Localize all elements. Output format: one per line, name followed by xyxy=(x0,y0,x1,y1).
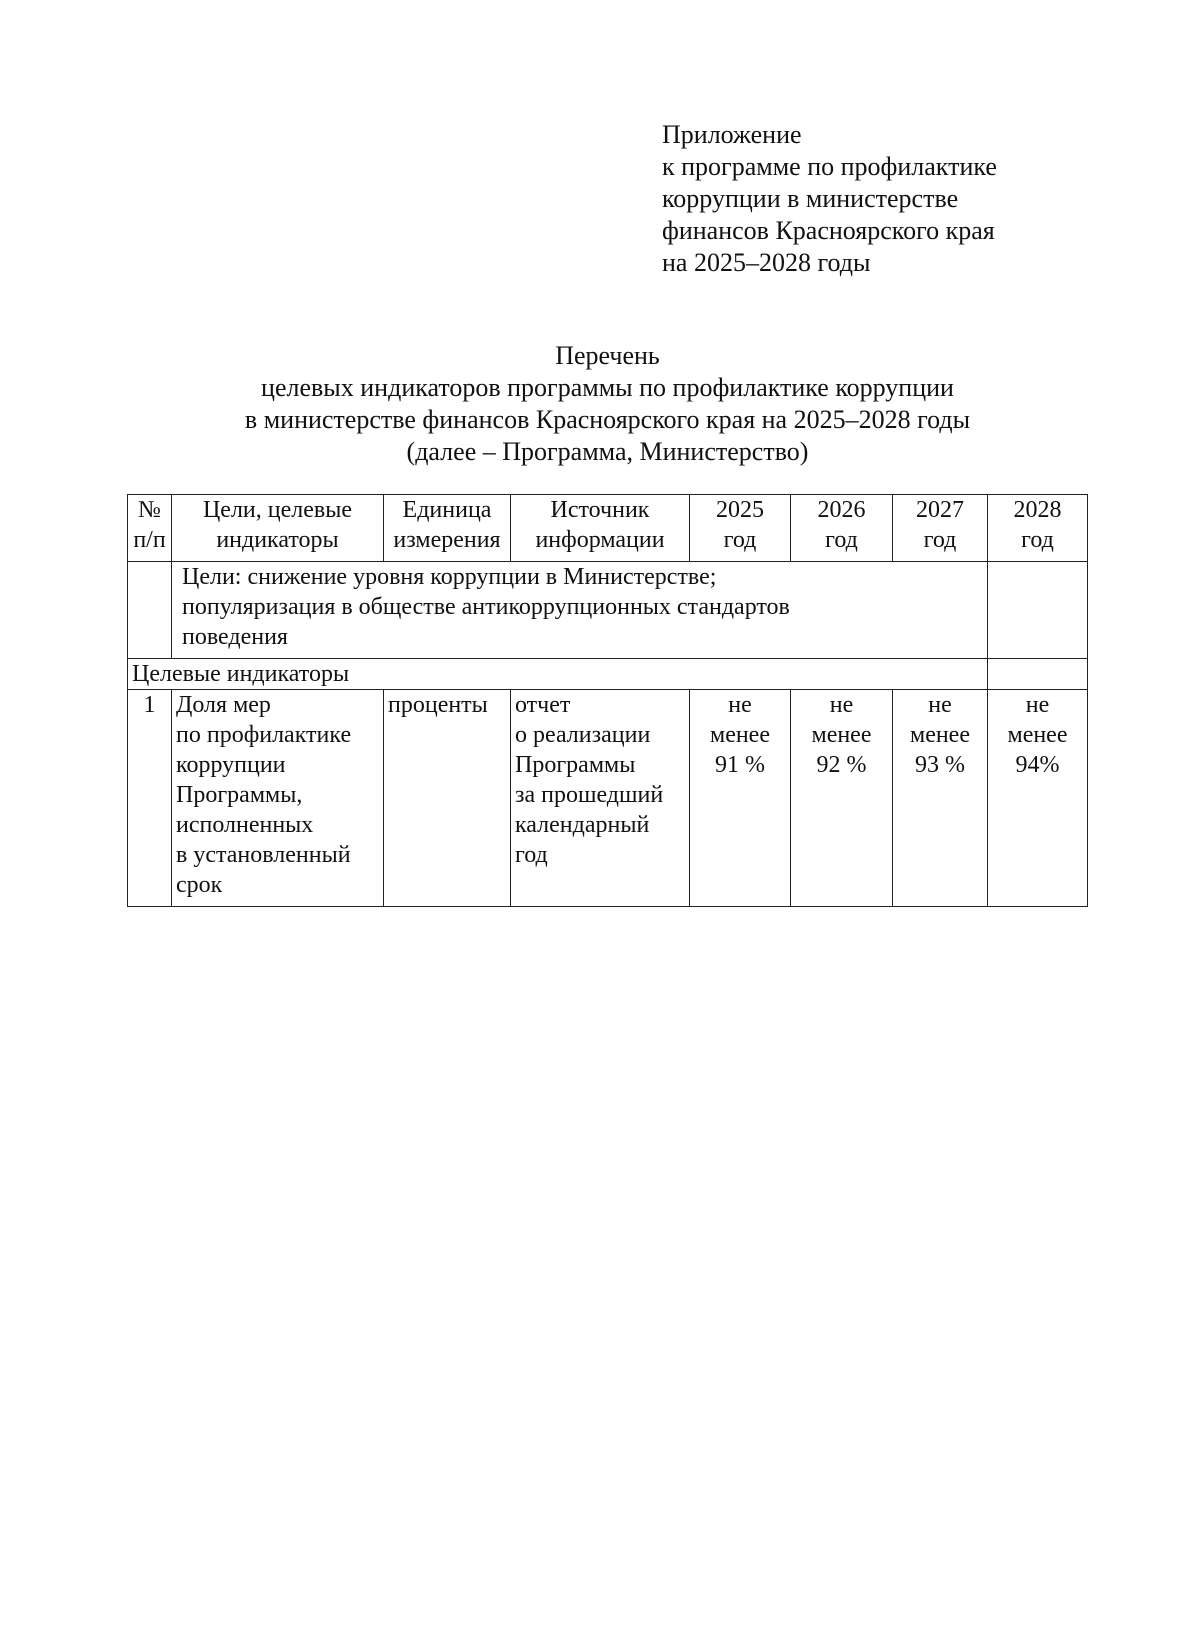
appendix-line: к программе по профилактике xyxy=(662,152,997,181)
header-year-2025: 2025 год xyxy=(690,495,791,562)
row-num: 1 xyxy=(128,690,172,907)
row-source: отчет о реализации Программы за прошедший календарный год xyxy=(511,690,690,907)
table-header-row xyxy=(128,495,1088,562)
title-line: целевых индикаторов программы по профилактике коррупции xyxy=(261,373,954,402)
row-indicator: Доля мер по профилактике коррупции Программы, исполненных в установленный срок xyxy=(172,690,384,907)
row-unit: проценты xyxy=(384,690,511,907)
table-row xyxy=(128,690,1088,907)
section-empty-cell xyxy=(988,659,1088,690)
header-goals: Цели, целевые индикаторы xyxy=(172,495,384,562)
section-label: Целевые индикаторы xyxy=(128,659,988,690)
appendix-line: Приложение xyxy=(662,120,802,149)
row-value-2027: не менее 93 % xyxy=(893,690,988,907)
document-title xyxy=(120,340,1095,468)
header-year-2027: 2027 год xyxy=(893,495,988,562)
row-value-2025: не менее 91 % xyxy=(690,690,791,907)
title-line: Перечень xyxy=(555,341,660,370)
header-num: № п/п xyxy=(128,495,172,562)
title-line: (далее – Программа, Министерство) xyxy=(406,437,809,466)
header-unit: Единица измерения xyxy=(384,495,511,562)
goals-empty-cell xyxy=(988,562,1088,659)
appendix-line: финансов Красноярского края xyxy=(662,216,995,245)
header-source: Источник информации xyxy=(511,495,690,562)
row-value-2026: не менее 92 % xyxy=(791,690,893,907)
goals-text: Цели: снижение уровня коррупции в Министерстве; популяризация в обществе антикоррупционных стандартов поведения xyxy=(172,562,988,659)
title-line: в министерстве финансов Красноярского края на 2025–2028 годы xyxy=(244,405,971,434)
section-row xyxy=(128,659,1088,690)
goals-num-cell xyxy=(128,562,172,659)
appendix-line: на 2025–2028 годы xyxy=(662,248,871,277)
appendix-note xyxy=(662,119,997,279)
row-value-2028: не менее 94% xyxy=(988,690,1088,907)
appendix-line: коррупции в министерстве xyxy=(662,184,959,213)
header-year-2028: 2028 год xyxy=(988,495,1088,562)
goals-row xyxy=(128,562,1088,659)
header-year-2026: 2026 год xyxy=(791,495,893,562)
indicators-table xyxy=(127,494,1088,907)
